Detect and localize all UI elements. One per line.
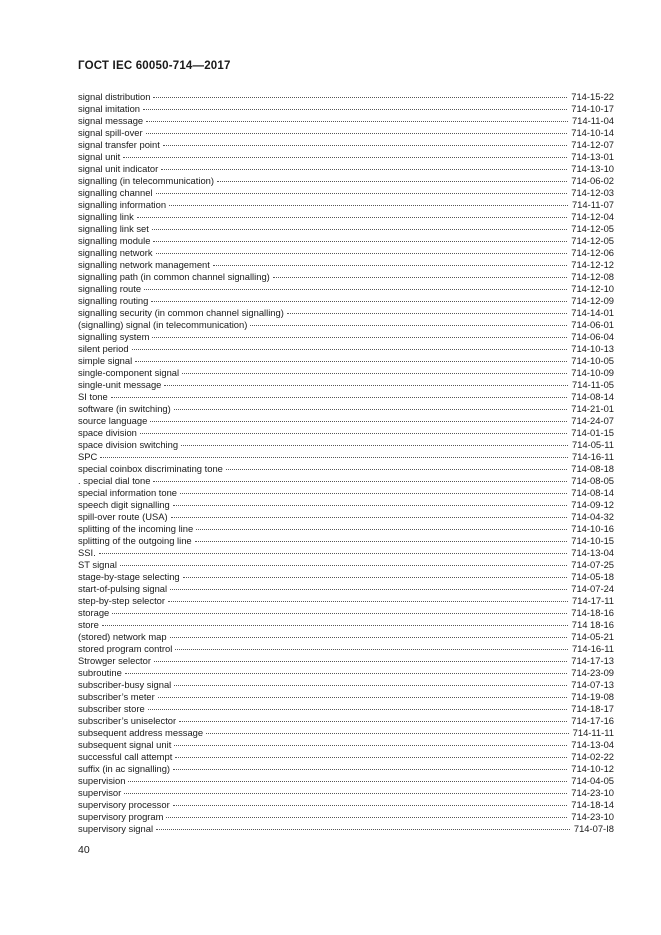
dot-leader [124, 793, 567, 794]
dot-leader [273, 277, 567, 278]
index-entry-reference: 714 18-16 [571, 619, 614, 630]
index-entry-term: storage [78, 607, 110, 618]
dot-leader [135, 361, 567, 362]
index-entry-reference: 714-04-05 [571, 775, 614, 786]
dot-leader [180, 493, 567, 494]
index-entry [78, 739, 614, 751]
dot-leader [150, 421, 567, 422]
dot-leader [146, 121, 568, 122]
dot-leader [174, 685, 567, 686]
index-entry-term: spill-over route (USA) [78, 511, 168, 522]
index-entry [78, 415, 614, 427]
index-entry-term: supervisor [78, 787, 122, 798]
dot-leader [153, 481, 567, 482]
dot-leader [226, 469, 567, 470]
dot-leader [179, 721, 567, 722]
dot-leader [125, 673, 567, 674]
index-entry-term: signalling information [78, 199, 167, 210]
index-entry-reference: 714-23-09 [571, 667, 614, 678]
index-entry-term: store [78, 619, 99, 630]
index-entry-reference: 714-18-17 [571, 703, 614, 714]
index-entry [78, 463, 614, 475]
index-entry-term: subsequent address message [78, 727, 204, 738]
dot-leader [161, 169, 567, 170]
index-entry [78, 691, 614, 703]
index-entry [78, 295, 614, 307]
dot-leader [137, 217, 567, 218]
index-entry-reference: 714-11-07 [571, 199, 614, 210]
index-entry-reference: 714-10-12 [571, 763, 614, 774]
dot-leader [166, 817, 567, 818]
index-entry-reference: 714-23-10 [571, 787, 614, 798]
index-entry [78, 223, 614, 235]
index-entry [78, 511, 614, 523]
dot-leader [156, 829, 570, 830]
dot-leader [174, 409, 568, 410]
index-entry [78, 559, 614, 571]
index-entry [78, 103, 614, 115]
index-entry-term: speech digit signalling [78, 499, 170, 510]
index-entry-term: single-unit message [78, 379, 162, 390]
dot-leader [99, 553, 568, 554]
index-entry-term: signalling module [78, 235, 151, 246]
index-entry-reference: 714-14-01 [571, 307, 614, 318]
term-index-list [78, 91, 614, 835]
dot-leader [170, 637, 568, 638]
index-entry-term: signalling channel [78, 187, 153, 198]
index-entry-reference: 714-07-I8 [573, 823, 614, 834]
index-entry [78, 307, 614, 319]
index-entry-term: simple signal [78, 355, 133, 366]
index-entry-reference: 714-08-05 [571, 475, 614, 486]
index-entry-term: space division [78, 427, 137, 438]
dot-leader [120, 565, 567, 566]
index-entry-reference: 714-18-16 [571, 607, 614, 618]
dot-leader [171, 517, 568, 518]
index-entry-term: signal transfer point [78, 139, 160, 150]
index-entry-reference: 714-10-16 [571, 523, 614, 534]
index-entry-reference: 714-10-17 [571, 103, 614, 114]
dot-leader [174, 745, 567, 746]
dot-leader [156, 253, 568, 254]
dot-leader [213, 265, 567, 266]
dot-leader [144, 289, 567, 290]
dot-leader [102, 625, 568, 626]
index-entry [78, 799, 614, 811]
index-entry-reference: 714-06-04 [571, 331, 614, 342]
dot-leader [163, 145, 567, 146]
index-entry-reference: 714-11-11 [572, 727, 614, 738]
index-entry-term: signal message [78, 115, 144, 126]
index-entry-reference: 714-17-13 [571, 655, 614, 666]
dot-leader [175, 757, 567, 758]
index-entry-term: Strowger selector [78, 655, 151, 666]
dot-leader [154, 661, 567, 662]
index-entry-term: SI tone [78, 391, 108, 402]
index-entry [78, 583, 614, 595]
dot-leader [148, 709, 568, 710]
index-entry-reference: 714-12-09 [571, 295, 614, 306]
index-entry-reference: 714-08-18 [571, 463, 614, 474]
dot-leader [143, 109, 567, 110]
dot-leader [153, 97, 567, 98]
index-entry [78, 367, 614, 379]
dot-leader [152, 229, 567, 230]
index-entry [78, 643, 614, 655]
index-entry-reference: 714-12-05 [571, 223, 614, 234]
index-entry [78, 751, 614, 763]
index-entry-reference: 714-17-11 [571, 595, 614, 606]
index-entry [78, 115, 614, 127]
index-entry [78, 163, 614, 175]
index-entry-reference: 714-24-07 [571, 415, 614, 426]
index-entry-term: splitting of the incoming line [78, 523, 194, 534]
index-entry-term: suffix (in ac signalling) [78, 763, 171, 774]
index-entry-term: signalling network [78, 247, 153, 258]
index-entry-term: subsequent signal unit [78, 739, 172, 750]
index-entry-term: subscriber store [78, 703, 145, 714]
dot-leader [195, 541, 568, 542]
index-entry-reference: 714-06-02 [571, 175, 614, 186]
index-entry-term: signalling link set [78, 223, 149, 234]
index-entry-term: supervisory program [78, 811, 164, 822]
index-entry [78, 151, 614, 163]
index-entry-reference: 714-01-15 [571, 427, 614, 438]
dot-leader [151, 301, 567, 302]
dot-leader [217, 181, 567, 182]
index-entry-reference: 714-16-11 [571, 451, 614, 462]
index-entry-term: signal imitation [78, 103, 141, 114]
index-entry [78, 763, 614, 775]
index-entry-term: signal unit [78, 151, 121, 162]
index-entry [78, 655, 614, 667]
dot-leader [173, 805, 568, 806]
index-entry-reference: 714-16-11 [571, 643, 614, 654]
index-entry [78, 391, 614, 403]
index-entry-term: signalling (in telecommunication) [78, 175, 215, 186]
dot-leader [152, 337, 567, 338]
index-entry-reference: 714-12-10 [571, 283, 614, 294]
index-entry [78, 787, 614, 799]
index-entry-term: step-by-step selector [78, 595, 166, 606]
index-entry [78, 715, 614, 727]
index-entry-term: special information tone [78, 487, 178, 498]
index-entry [78, 475, 614, 487]
dot-leader [100, 457, 568, 458]
dot-leader [158, 697, 567, 698]
index-entry-term: signal spill-over [78, 127, 143, 138]
index-entry-reference: 714-07-24 [571, 583, 614, 594]
index-entry-term: software (in switching) [78, 403, 171, 414]
index-entry-reference: 714-11-05 [571, 379, 614, 390]
index-entry-reference: 714-13-04 [571, 739, 614, 750]
index-entry [78, 775, 614, 787]
index-entry-term: signalling routing [78, 295, 149, 306]
dot-leader [169, 205, 568, 206]
index-entry-term: (signalling) signal (in telecommunication) [78, 319, 248, 330]
index-entry-reference: 714-15-22 [571, 91, 614, 102]
index-entry-term: signalling security (in common channel signalling) [78, 307, 284, 318]
index-entry [78, 175, 614, 187]
index-entry-reference: 714-23-10 [571, 811, 614, 822]
index-entry-reference: 714-04-32 [571, 511, 614, 522]
index-entry-reference: 714-19-08 [571, 691, 614, 702]
index-entry-reference: 714-12-08 [571, 271, 614, 282]
index-entry [78, 523, 614, 535]
index-entry-reference: 714-02-22 [571, 751, 614, 762]
index-entry [78, 211, 614, 223]
index-entry-reference: 714-05-21 [571, 631, 614, 642]
index-entry [78, 259, 614, 271]
page-header-title: ГОСТ IEC 60050-714—2017 [78, 60, 231, 72]
index-entry [78, 571, 614, 583]
index-entry-term: signalling route [78, 283, 142, 294]
index-entry [78, 547, 614, 559]
index-entry [78, 607, 614, 619]
index-entry [78, 667, 614, 679]
index-entry-reference: 714-05-18 [571, 571, 614, 582]
index-entry-term: subscriber-busy signal [78, 679, 172, 690]
index-entry-term: stored program control [78, 643, 173, 654]
index-entry [78, 127, 614, 139]
index-entry-term: source language [78, 415, 148, 426]
index-entry [78, 811, 614, 823]
index-entry-term: subscriber’s uniselector [78, 715, 177, 726]
index-entry [78, 499, 614, 511]
index-entry [78, 403, 614, 415]
index-entry-term: signalling link [78, 211, 134, 222]
page-number: 40 [78, 844, 90, 856]
index-entry-reference: 714-06-01 [571, 319, 614, 330]
index-entry-term: supervisory signal [78, 823, 154, 834]
index-entry [78, 487, 614, 499]
index-entry [78, 631, 614, 643]
dot-leader [153, 241, 567, 242]
index-entry [78, 91, 614, 103]
index-entry [78, 595, 614, 607]
index-entry [78, 319, 614, 331]
dot-leader [181, 445, 568, 446]
dot-leader [196, 529, 567, 530]
dot-leader [128, 781, 567, 782]
index-entry-term: subroutine [78, 667, 122, 678]
index-entry [78, 139, 614, 151]
index-entry [78, 283, 614, 295]
index-entry-reference: 714-12-05 [571, 235, 614, 246]
index-entry-term: signalling path (in common channel signalling) [78, 271, 270, 282]
dot-leader [156, 193, 568, 194]
index-entry-reference: 714-10-15 [571, 535, 614, 546]
index-entry-term: signalling network management [78, 259, 210, 270]
index-entry-reference: 714-12-06 [571, 247, 614, 258]
index-entry [78, 247, 614, 259]
index-entry [78, 199, 614, 211]
dot-leader [112, 613, 567, 614]
index-entry-term: supervisory processor [78, 799, 170, 810]
index-entry [78, 619, 614, 631]
index-entry-reference: 714-10-09 [571, 367, 614, 378]
index-entry [78, 451, 614, 463]
index-entry-reference: 714-11-04 [571, 115, 614, 126]
dot-leader [182, 373, 567, 374]
index-entry-reference: 714-13-10 [571, 163, 614, 174]
index-entry-term: special coinbox discriminating tone [78, 463, 223, 474]
index-entry [78, 331, 614, 343]
index-entry-reference: 714-08-14 [571, 391, 614, 402]
index-entry-term: silent period [78, 343, 129, 354]
index-entry-reference: 714-08-14 [571, 487, 614, 498]
index-entry [78, 535, 614, 547]
index-entry-term: signal unit indicator [78, 163, 159, 174]
index-entry-reference: 714-10-14 [571, 127, 614, 138]
index-entry-reference: 714-18-14 [571, 799, 614, 810]
index-entry-term: signal distribution [78, 91, 151, 102]
index-entry-reference: 714-17-16 [571, 715, 614, 726]
dot-leader [287, 313, 567, 314]
index-entry-reference: 714-21-01 [571, 403, 614, 414]
index-entry [78, 235, 614, 247]
index-entry-reference: 714-12-04 [571, 211, 614, 222]
index-entry-term: ST signal [78, 559, 117, 570]
index-entry [78, 271, 614, 283]
index-entry-reference: 714-07-13 [571, 679, 614, 690]
dot-leader [173, 769, 567, 770]
index-entry-reference: 714-12-03 [571, 187, 614, 198]
index-entry-term: subscriber’s meter [78, 691, 155, 702]
index-entry [78, 823, 614, 835]
index-entry [78, 679, 614, 691]
index-entry-term: SPC [78, 451, 98, 462]
index-entry-reference: 714-05-11 [571, 439, 614, 450]
index-entry [78, 727, 614, 739]
index-entry-term: start-of-pulsing signal [78, 583, 168, 594]
index-entry-term: successful call attempt [78, 751, 173, 762]
index-entry-term: SSI. [78, 547, 96, 558]
index-entry-term: signalling system [78, 331, 150, 342]
index-entry-reference: 714-10-05 [571, 355, 614, 366]
index-entry-reference: 714-12-07 [571, 139, 614, 150]
index-entry-reference: 714-10-13 [571, 343, 614, 354]
dot-leader [250, 325, 567, 326]
index-entry [78, 343, 614, 355]
dot-leader [140, 433, 567, 434]
dot-leader [123, 157, 567, 158]
index-entry-reference: 714-13-04 [571, 547, 614, 558]
index-entry [78, 379, 614, 391]
index-entry [78, 187, 614, 199]
index-entry-reference: 714-13-01 [571, 151, 614, 162]
index-entry-term: . special dial tone [78, 475, 151, 486]
dot-leader [164, 385, 568, 386]
index-entry-term: splitting of the outgoing line [78, 535, 192, 546]
dot-leader [170, 589, 567, 590]
dot-leader [173, 505, 568, 506]
index-entry-reference: 714-12-12 [571, 259, 614, 270]
dot-leader [183, 577, 568, 578]
index-entry [78, 427, 614, 439]
dot-leader [175, 649, 568, 650]
index-entry-reference: 714-09-12 [571, 499, 614, 510]
dot-leader [146, 133, 568, 134]
dot-leader [111, 397, 568, 398]
index-entry-term: supervision [78, 775, 126, 786]
index-entry-term: stage-by-stage selecting [78, 571, 180, 582]
index-entry-term: (stored) network map [78, 631, 167, 642]
index-entry [78, 439, 614, 451]
index-entry-term: single-component signal [78, 367, 180, 378]
dot-leader [132, 349, 568, 350]
index-entry-term: space division switching [78, 439, 179, 450]
index-entry [78, 355, 614, 367]
dot-leader [168, 601, 568, 602]
index-entry-reference: 714-07-25 [571, 559, 614, 570]
index-entry [78, 703, 614, 715]
dot-leader [206, 733, 569, 734]
